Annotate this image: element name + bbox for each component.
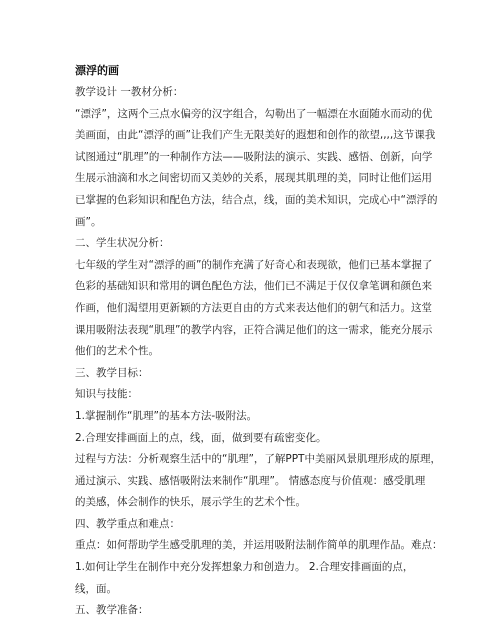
- text-line: 七年级的学生对“漂浮的画”的制作充满了好奇心和表现欲，他们已基本掌握了: [75, 258, 433, 271]
- text-line: “漂浮”，这两个三点水偏旁的汉字组合，勾勒出了一幅漂在水面随水而动的优: [75, 107, 433, 120]
- list-item: 1.掌握制作“肌理”的基本方法-吸附法。: [75, 409, 258, 422]
- text-line: 他们的艺术个性。: [75, 345, 159, 358]
- text-line: 通过演示、实践、感悟吸附法来制作“肌理”。 情感态度与价值观：感受肌理: [75, 474, 426, 487]
- section-heading: 二、学生状况分析：: [75, 237, 170, 250]
- section-heading: 四、教学重点和难点：: [75, 517, 180, 530]
- text-line: 教学设计 一教材分析：: [75, 86, 184, 98]
- list-item: 2.合理安排画面上的点，线，面，做到要有疏密变化。: [75, 431, 327, 444]
- text-line: 已掌握的色彩知识和配色方法，结合点，线，面的美术知识，完成心中“漂浮的: [75, 193, 438, 206]
- section-heading: 五、教学准备：: [75, 604, 149, 617]
- text-line: 线，面。: [75, 582, 117, 595]
- document-title: 漂浮的画: [75, 64, 119, 77]
- text-line: 1.如何让学生在制作中充分发挥想象力和创造力。 2.合理安排画面的点，: [75, 561, 414, 574]
- text-line: 美画面，由此“漂浮的画”让我们产生无限美好的遐想和创作的欲望,,,,这节课我: [75, 129, 436, 142]
- text-line: 的美感，体会制作的快乐，展示学生的艺术个性。: [75, 496, 306, 509]
- text-line: 课用吸附法表现“肌理”的教学内容，正符合满足他们的这一需求，能充分展示: [75, 323, 433, 336]
- text-line: 重点：如何帮助学生感受肌理的美，并运用吸附法制作简单的肌理作品。难点：: [75, 539, 443, 552]
- text-line: 色彩的基础知识和常用的调色配色方法，他们已不满足于仅仅拿笔调和颜色来: [75, 280, 432, 293]
- document-body: [75, 82, 495, 622]
- text-line: 试图通过“肌理”的一种制作方法——吸附法的演示、实践、感悟、创新，向学: [75, 150, 433, 163]
- text-line: 过程与方法：分析观察生活中的“肌理”，了解PPT中美丽风景肌理形成的原理，: [75, 453, 441, 466]
- text-line: 作画，他们渴望用更新颖的方法更自由的方式来表达他们的朝气和活力。这堂: [75, 301, 432, 314]
- section-heading: 三、教学目标：: [75, 366, 149, 379]
- text-line: 生展示油滴和水之间密切而又美妙的关系，展现其肌理的美，同时让他们运用: [75, 172, 432, 185]
- text-line: 知识与技能：: [75, 388, 138, 401]
- text-line: 画”。: [75, 215, 102, 228]
